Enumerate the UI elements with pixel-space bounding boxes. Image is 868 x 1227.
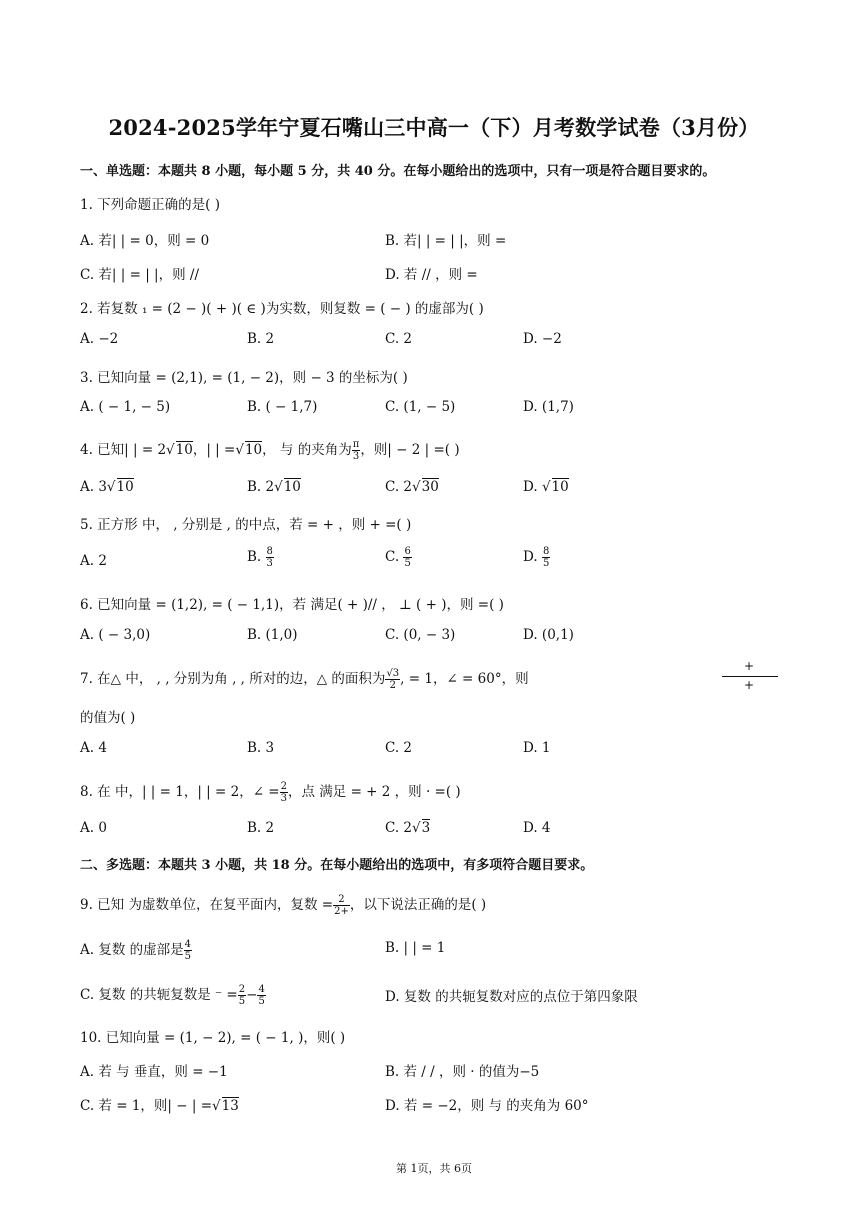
question-5-option-c: C. $\frac{6}{5}$ — [385, 546, 411, 569]
section-single-choice: 一、单选题：本题共 8 小题，每小题 5 分，共 40 分。在每小题给出的选项中，只有一项是符合题目要求的。 — [80, 164, 716, 179]
question-10-stem: 10. 已知向量 = (1, − 2), = ( − 1, )，则( ) — [80, 1030, 346, 1046]
question-5-option-b: B. $\frac{8}{3}$ — [247, 546, 273, 569]
question-1-option-a: A. 若| | = 0，则 = 0 — [80, 233, 210, 249]
question-10-option-d: D. 若 = −2，则 与 的夹角为 60° — [385, 1098, 589, 1114]
question-10-option-b: B. 若 / / ，则 · 的值为−5 — [385, 1064, 540, 1080]
question-3-option-b: B. ( − 1,7) — [247, 399, 318, 415]
question-1-option-c: C. 若| | = | |，则 // — [80, 267, 199, 283]
question-6-stem: 6. 已知向量 = (1,2), = ( − 1,1)，若 满足( + )// ， ⊥ ( + )，则 =( ) — [80, 597, 504, 613]
question-9-option-b: B. | | = 1 — [385, 940, 446, 956]
question-2-option-d: D. −2 — [523, 331, 562, 347]
question-8-option-d: D. 4 — [523, 820, 551, 836]
question-7-stem: 7. 在△ 中， , , 分别为角 , , 所对的边，△ 的面积为 $\frac{√3}{2}$ , = 1，∠ = 60°，则 — [80, 668, 529, 691]
question-7-option-d: D. 1 — [523, 740, 551, 756]
question-4-option-b: B. 2√10 — [247, 479, 301, 495]
question-4-option-c: C. 2√30 — [385, 479, 439, 495]
question-5-option-d: D. $\frac{8}{5}$ — [523, 546, 550, 569]
question-8-option-a: A. 0 — [80, 820, 107, 836]
question-7-option-a: A. 4 — [80, 740, 107, 756]
question-9-option-d: D. 复数 的共轭复数对应的点位于第四象限 — [385, 989, 638, 1005]
question-9-option-c: C. 复数 的共轭复数是 ⁻ = $\frac{2}{5}$ − $\frac{4}{5}$ — [80, 984, 265, 1007]
question-4-option-a: A. 3√10 — [80, 479, 134, 495]
question-3-stem: 3. 已知向量 = (2,1), = (1, − 2)，则 − 3 的坐标为( ) — [80, 370, 408, 386]
question-8-option-b: B. 2 — [247, 820, 275, 836]
question-1-stem: 1. 下列命题正确的是( ) — [80, 197, 220, 213]
question-4-stem: 4. 已知| | = 2√10，| | =√10， 与 的夹角为 $\frac{\pi}{3}$ ，则| − 2 | =( ) — [80, 439, 460, 462]
question-2-option-c: C. 2 — [385, 331, 413, 347]
question-7-stem-cont: 的值为( ) — [80, 710, 136, 726]
question-2-option-b: B. 2 — [247, 331, 275, 347]
page-title: 2024-2025学年宁夏石嘴山三中高一（下）月考数学试卷（3月份） — [108, 115, 760, 140]
question-10-option-c: C. 若 = 1，则| − | =√13 — [80, 1098, 239, 1114]
page-footer: 第 1页，共 6页 — [396, 1162, 472, 1175]
question-9-stem: 9. 已知 为虚数单位，在复平面内，复数 = $\frac{2}{2+}$ ，以下说法正确的是( ) — [80, 894, 487, 917]
question-5-stem: 5. 正方形 中， , 分别是 , 的中点，若 = + ，则 + =( ) — [80, 517, 412, 533]
question-2-stem: 2. 若复数 ₁ = (2 − )( + )( ∈ )为实数，则复数 = ( − ) 的虚部为( ) — [80, 301, 484, 317]
question-6-option-d: D. (0,1) — [523, 627, 574, 643]
question-6-option-b: B. (1,0) — [247, 627, 298, 643]
question-1-option-d: D. 若 // ，则 = — [385, 267, 478, 283]
question-6-option-a: A. ( − 3,0) — [80, 627, 151, 643]
question-3-option-a: A. ( − 1, − 5) — [80, 399, 171, 415]
question-10-option-a: A. 若 与 垂直，则 = −1 — [80, 1064, 228, 1080]
question-7-option-b: B. 3 — [247, 740, 275, 756]
question-2-option-a: A. −2 — [80, 331, 119, 347]
question-1-option-b: B. 若| | = | |，则 = — [385, 233, 507, 249]
question-3-option-c: C. (1, − 5) — [385, 399, 456, 415]
question-5-option-a: A. 2 — [80, 553, 107, 569]
question-6-option-c: C. (0, − 3) — [385, 627, 456, 643]
section-multiple-choice: 二、多选题：本题共 3 小题，共 18 分。在每小题给出的选项中，有多项符合题目要求。 — [80, 858, 594, 873]
question-9-option-a: A. 复数 的虚部是 $\frac{4}{5}$ — [80, 939, 191, 962]
question-8-option-c: C. 2√3 — [385, 820, 431, 836]
question-4-option-d: D. √10 — [523, 479, 569, 495]
question-3-option-d: D. (1,7) — [523, 399, 574, 415]
question-8-stem: 8. 在 中，| | = 1，| | = 2，∠ = $\frac{2}{3}$ ，点 满足 = + 2 ，则 · =( ) — [80, 781, 461, 804]
question-7-option-c: C. 2 — [385, 740, 413, 756]
exam-page: 2024-2025学年宁夏石嘴山三中高一（下）月考数学试卷（3月份） 一、单选题：本题共 8 小题，每小题 5 分，共 40 分。在每小题给出的选项中，只有一项是符合题目要求的。 1. 下列命题正确的是( ) A. 若| | = 0，则 = 0 B. 若| | = | |，则 = C. 若| | = | |，则 // D. 若 // ，则 = 2. 若复数 ₁ = (2 − )( + )( ∈ )为实数，则复数 = ( − ) 的虚部为( ) A. −2 B. 2 C. 2 D. −2 3. 已知向量 = (2,1), = (1, − 2)，则 − 3 的坐标为( ) A. ( − 1, − 5) B. ( − 1,7) C. (1, − 5) D. (1,7) 4. 已知| | = 2√10，| | =√10， 与 的夹角为 $\frac{\pi}{3}$ ，则| − 2 | =( ) A. 3√10 B. 2√10 C. 2√30 D. √10 5. 正方形 中， , 分别是 , 的中点，若 = + ，则 + =( ) A. 2 B. $\frac{8}{3}$ C. $\frac{6}{5}$ D. $\frac{8}{5}$ 6. 已知向量 = (1,2), = ( − 1,1)，若 满足( + )// ， ⊥ ( + )，则 =( ) A. ( − 3,0) B. (1,0) C. (0, − 3) D. (0,1) 7. 在△ 中， , , 分别为角 , , 所对的边，△ 的面积为 $\frac{√3}{2}$ , = 1，∠ = 60°，则 + + 的值为( ) A. 4 B. 3 C. 2 D. 1 8. 在 中，| | = 1，| | = 2，∠ = $\frac{2}{3}$ ，点 满足 = + 2 ，则 · =( ) A. 0 B. 2 C. 2√3 D. 4 二、多选题：本题共 3 小题，共 18 分。在每小题给出的选项中，有多项符合题目要求。 9. 已知 为虚数单位，在复平面内，复数 = $\frac{2}{2+}$ ，以下说法正确的是( ) A. 复数 的虚部是 $\frac{4}{5}$ B. | | = 1 C. 复数 的共轭复数是 ⁻ = $\frac{2}{5}$ − $\frac{4}{5}$ D. 复数 的共轭复数对应的点位于第四象限 10. 已知向量 = (1, − 2), = ( − 1, )，则( ) A. 若 与 垂直，则 = −1 B. 若 / / ，则 · 的值为−5 C. 若 = 1，则| − | =√13 D. 若 = −2，则 与 的夹角为 60° 第 1页，共 6页 — [0, 0, 868, 1227]
